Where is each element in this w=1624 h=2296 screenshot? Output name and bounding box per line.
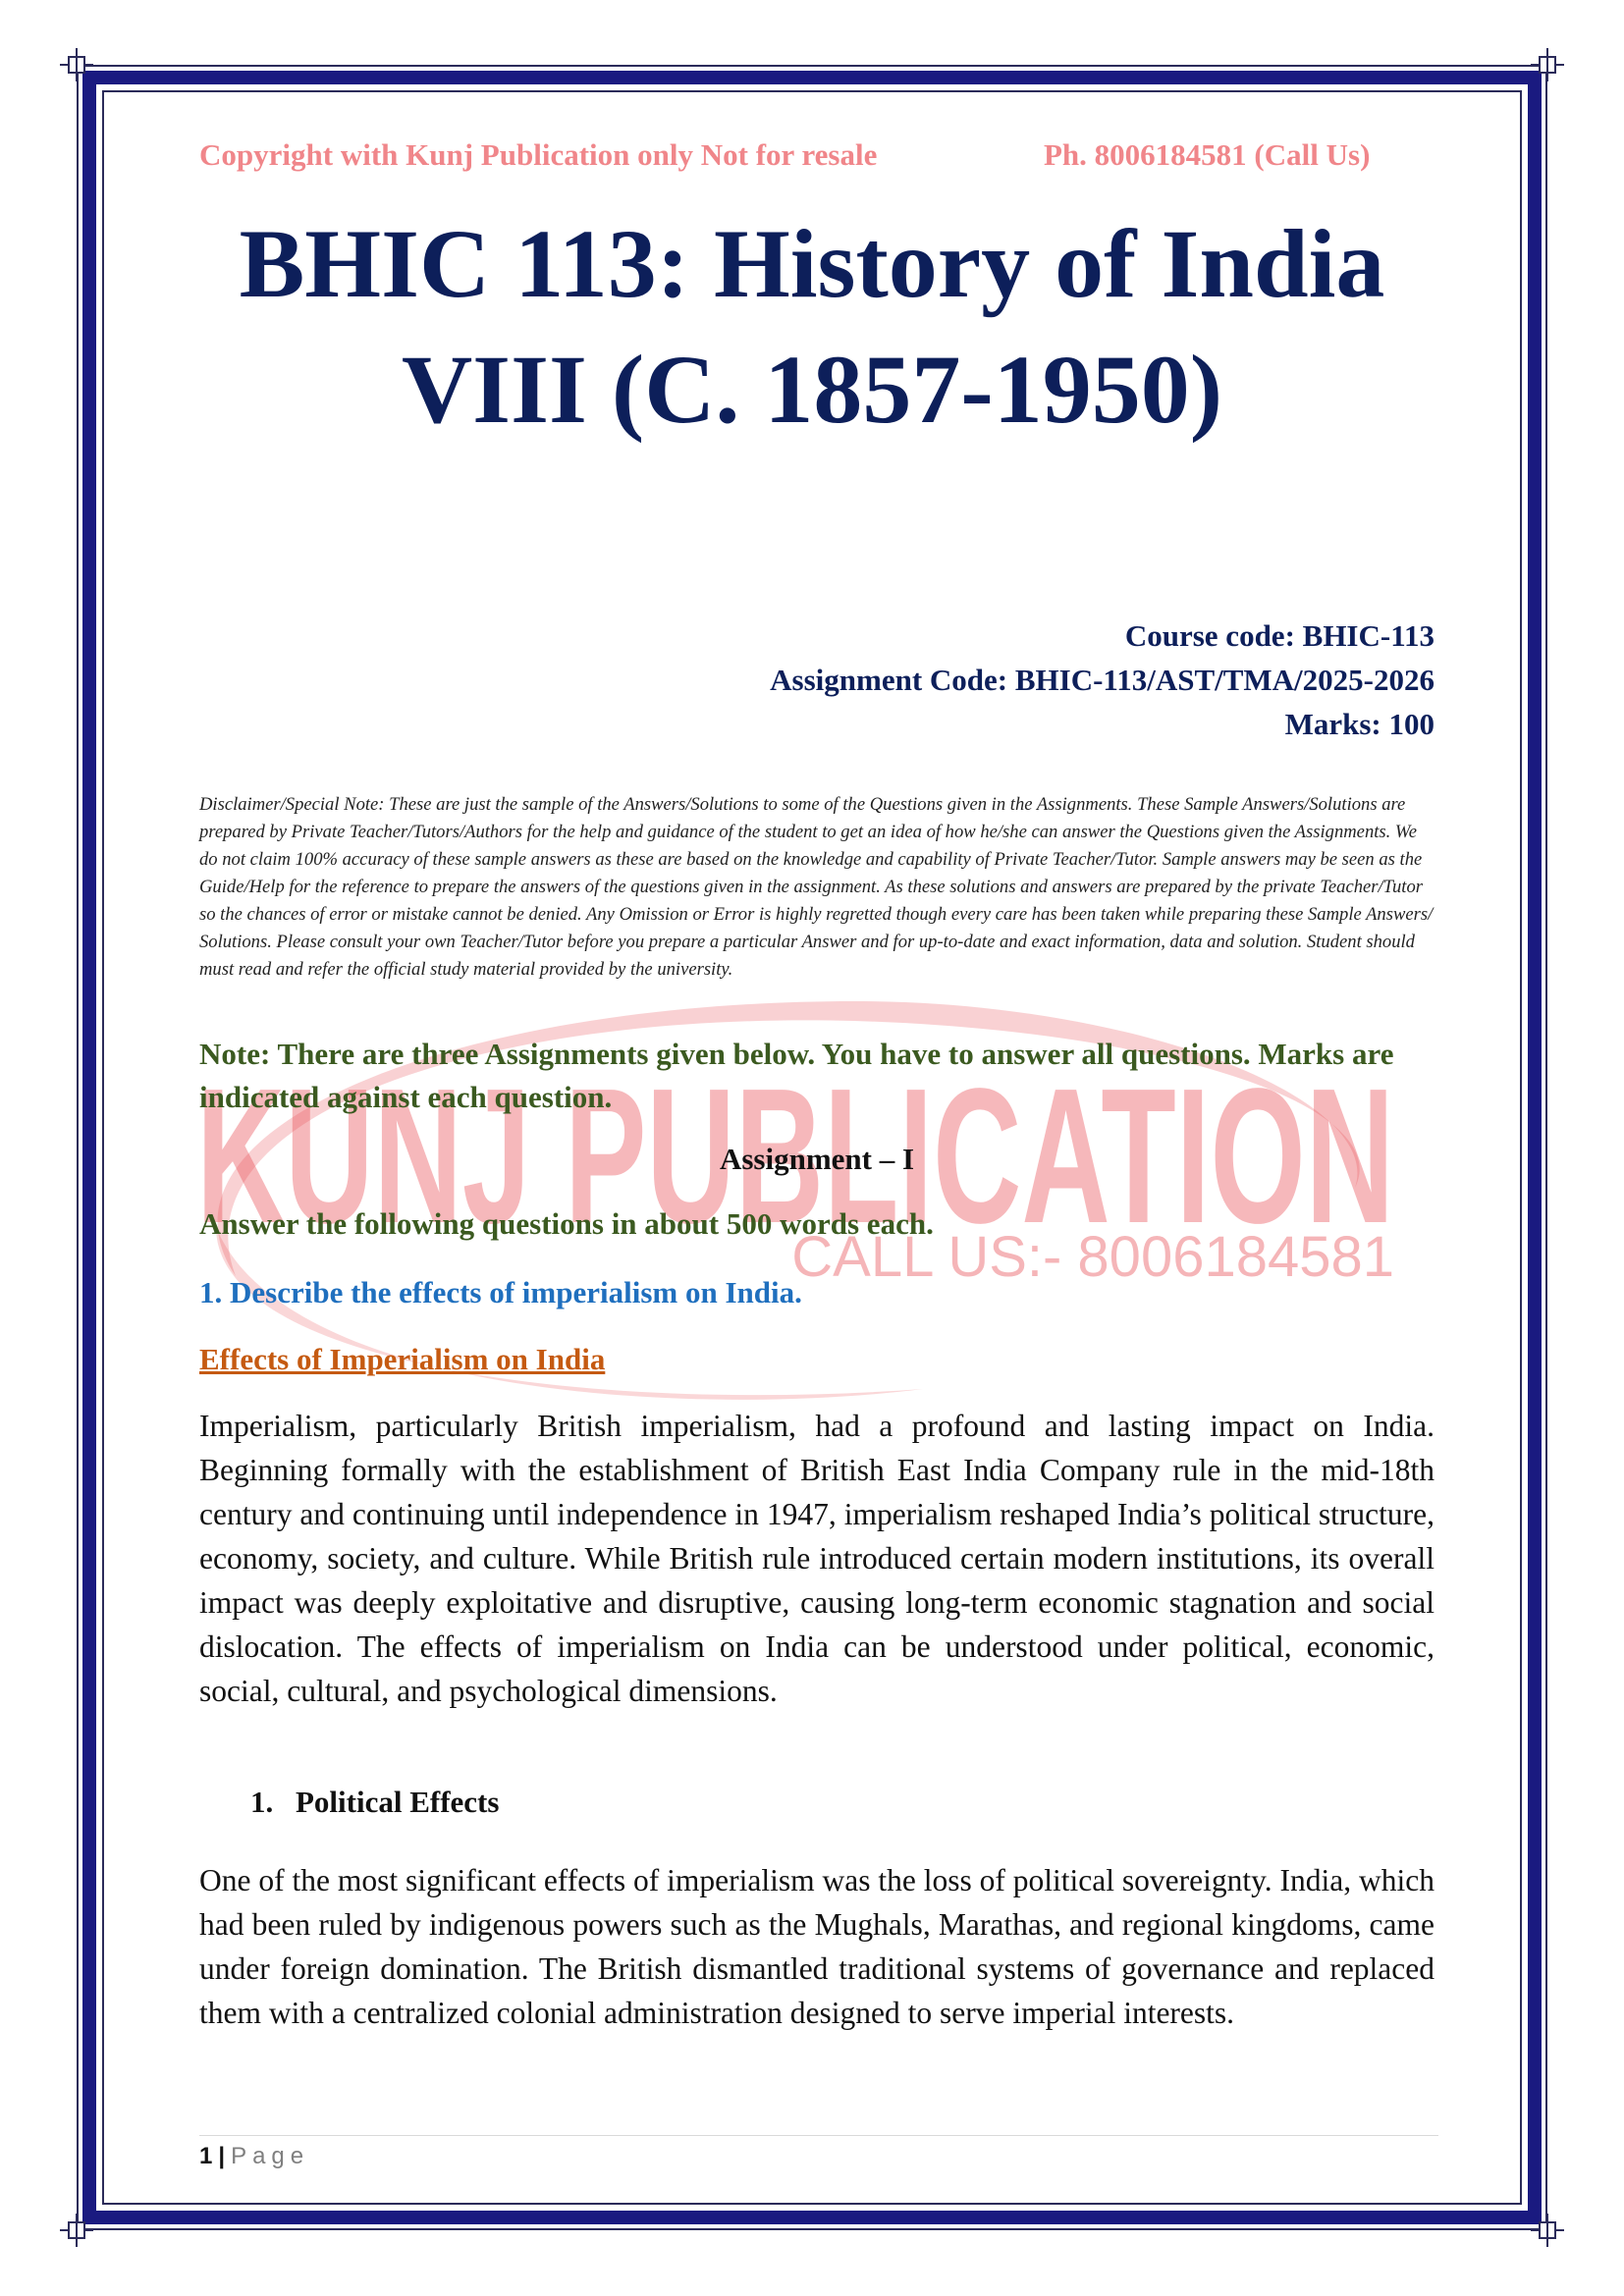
watermark-brand-text: KUNJ PUBLICATION [196,1048,1394,1263]
question-heading: 1. Describe the effects of imperialism on India. [199,1275,802,1309]
corner-ornament-bottom-left [60,2214,93,2247]
phone-contact: Ph. 8006184581 (Call Us) [1044,137,1371,172]
assignment-code: Assignment Code: BHIC-113/AST/TMA/2025-2026 [770,663,1435,697]
body-paragraph-political: One of the most significant effects of imperialism was the loss of political sovereignty. India, which had been ruled by indigenous powers such as the Mughals, Marathas, and regional kingdoms, came under foreign domination. The British dismantled traditional systems of governance and replaced them with a centralized colonial administration designed to serve imperial interests. [199,1863,1435,2030]
corner-ornament-top-right [1531,48,1564,81]
footer-divider [199,2135,1438,2136]
document-title [147,201,1477,453]
watermark-call-text: CALL US:- 8006184581 [791,1225,1394,1289]
title-line-1: BHIC 113: History of India [239,209,1385,318]
title-line-2: VIII (C. 1857-1950) [401,335,1223,444]
section-heading-political-effects [250,1785,499,1820]
assignment-note: Note: There are three Assignments given below. You have to answer all questions. Marks are indicated against each question. [199,1037,1394,1114]
assignment-heading: Assignment – I [719,1142,915,1176]
page-number: 1 [199,2143,213,2169]
corner-ornament-bottom-right [1531,2214,1564,2247]
course-code: Course code: BHIC-113 [1124,618,1435,653]
course-codes-block [199,614,1435,746]
answer-instruction: Answer the following questions in about 500 words each. [199,1206,934,1241]
answer-subheading: Effects of Imperialism on India [199,1342,606,1376]
corner-ornament-top-left [60,48,93,81]
disclaimer-note: Disclaimer/Special Note: These are just the sample of the Answers/Solutions to some of the Questions given in the Assignments. These Sample Answers/Solutions are prepared by Private Teacher/Tutors/Authors for the help and guidance of the student to get an idea of how he/she can answer the Questions given the Assignments. We do not claim 100% accuracy of these sample answers as these are based on the knowledge and capability of Private Teacher/Tutor. Sample answers may be seen as the Guide/Help for the reference to prepare the answers of the questions given in the assignment. As these solutions and answers are prepared by the private Teacher/Tutor so the chances of error or mistake cannot be denied. Any Omission or Error is highly regretted though every care has been taken while preparing these Sample Answers/ Solutions. Please consult your own Teacher/Tutor before you prepare a particular Answer and for up-to-date and exact information, data and solution. Student should must read and refer the official study material provided by the university. [199,794,1434,980]
body-paragraph-intro: Imperialism, particularly British imperialism, had a profound and lasting impact on India. Beginning formally with the establishment of British East India Company rule in the mid-18th century and continuing until independence in 1947, imperialism reshaped India’s political structure, economy, society, and culture. While British rule introduced certain modern institutions, its overall impact was deeply exploitative and disruptive, causing long-term economic stagnation and social dislocation. The effects of imperialism on India can be understood under political, economic, social, cultural, and psychological dimensions. [199,1409,1435,1708]
page-footer [199,2143,309,2170]
footer-separator: | [218,2143,226,2169]
page-label: Page [231,2143,310,2169]
section-title: Political Effects [296,1785,500,1819]
marks: Marks: 100 [1284,707,1435,741]
copyright-text: Copyright with Kunj Publication only Not for resale [199,137,878,172]
copyright-header [199,137,1436,173]
section-number: 1. [250,1785,274,1819]
